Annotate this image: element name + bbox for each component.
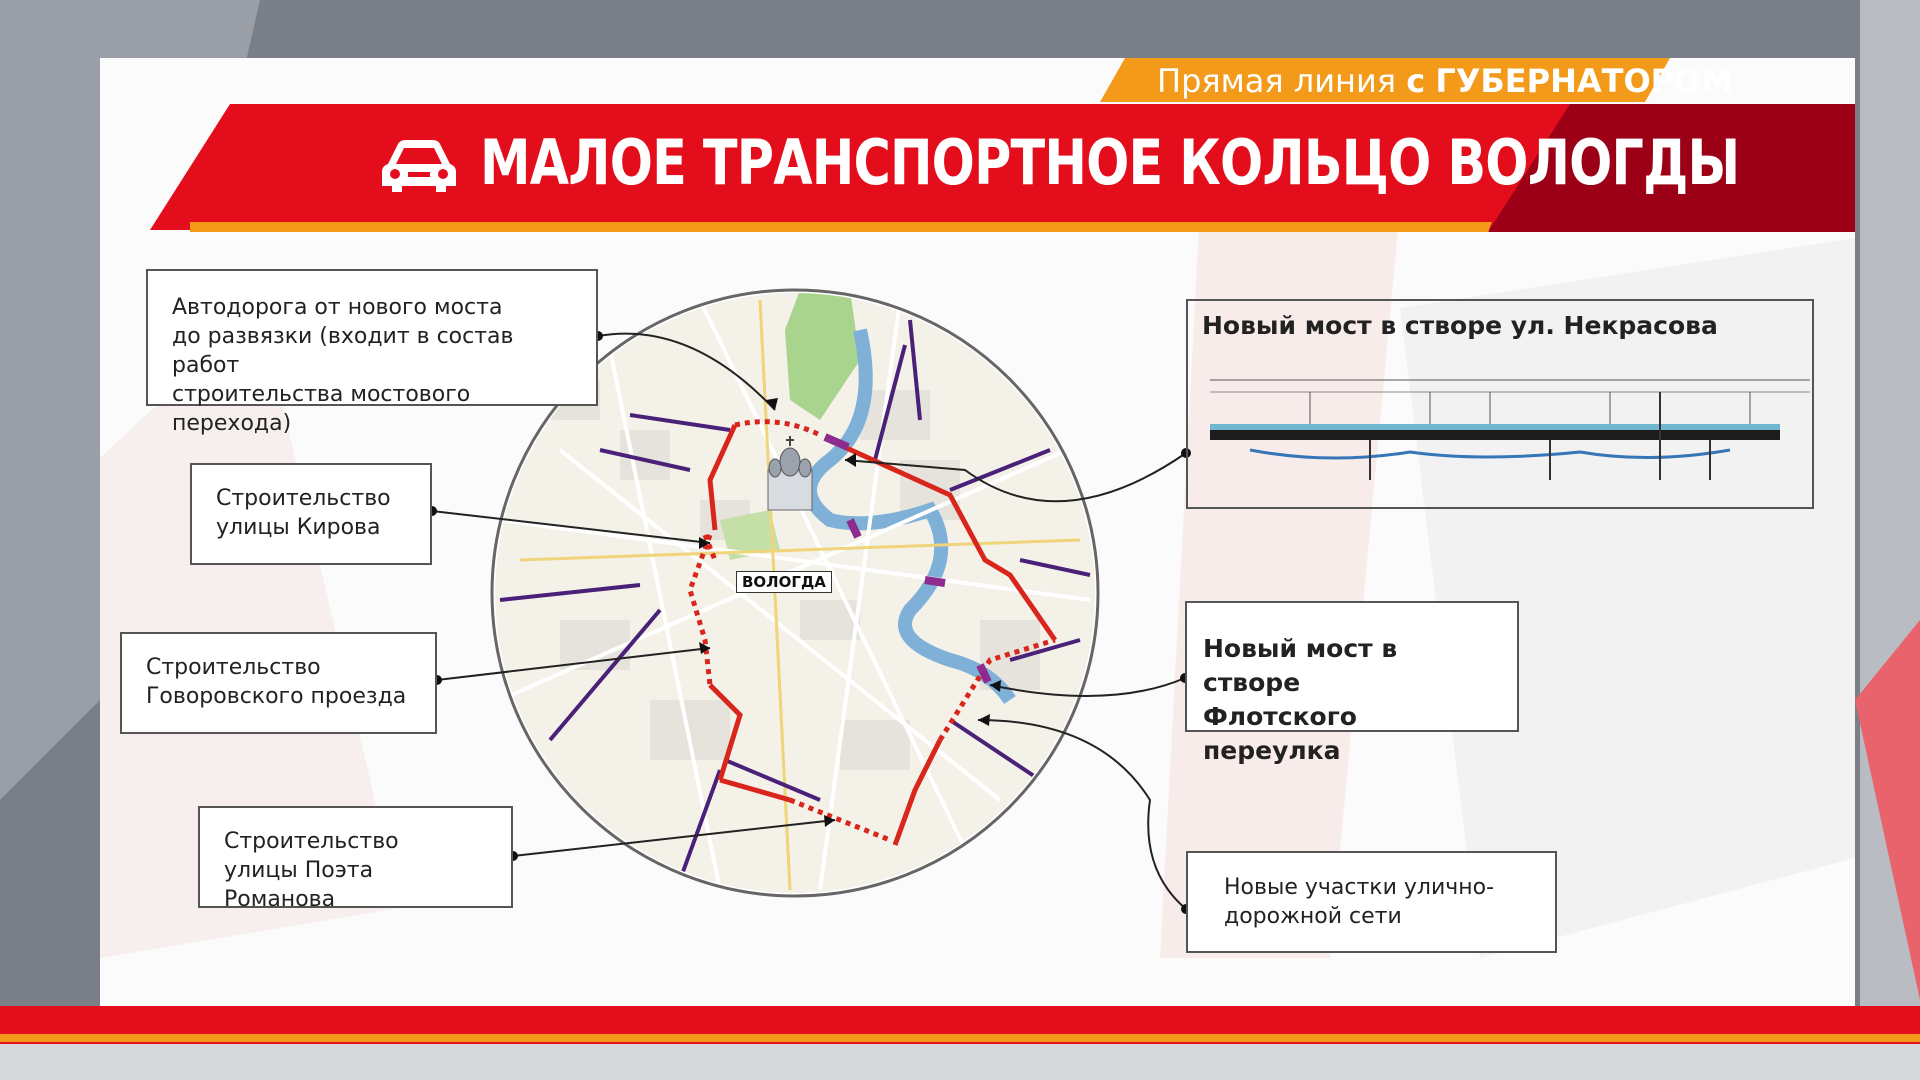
tagline-emphasis: ГУБЕРНАТОРОМ xyxy=(1435,62,1734,100)
callout-kirova-text: Строительство улицы Кирова xyxy=(216,486,391,540)
callout-road-new-bridge-text: Автодорога от нового моста до развязки (входит в состав работ строительства мостового перехода) xyxy=(172,295,514,436)
callout-nekrasova-bridge xyxy=(1186,299,1814,509)
callout-new-sections-text: Новые участки улично- дорожной сети xyxy=(1224,875,1495,929)
callout-kirova xyxy=(190,463,432,565)
tagline-prefix: Прямая линия xyxy=(1157,62,1397,100)
tagline-connector: с xyxy=(1406,62,1426,100)
callout-new-sections xyxy=(1186,851,1557,953)
callout-flotsky-bridge-text: Новый мост в створе Флотского переулка xyxy=(1203,634,1398,765)
page-title: МАЛОЕ ТРАНСПОРТНОЕ КОЛЬЦО ВОЛОГДЫ xyxy=(480,126,1740,199)
callout-road-new-bridge xyxy=(146,269,598,436)
footer-stripe xyxy=(0,1034,1920,1042)
callout-nekrasova-bridge-title: Новый мост в створе ул. Некрасова xyxy=(1202,311,1718,340)
callout-romanova xyxy=(198,806,513,912)
city-label: ВОЛОГДА xyxy=(736,571,832,593)
callout-flotsky-bridge xyxy=(1185,601,1519,765)
callout-govorovsky xyxy=(120,632,437,734)
callout-govorovsky-text: Строительство Говоровского проезда xyxy=(146,655,407,709)
callout-romanova-text: Строительство улицы Поэта Романова xyxy=(224,829,399,912)
